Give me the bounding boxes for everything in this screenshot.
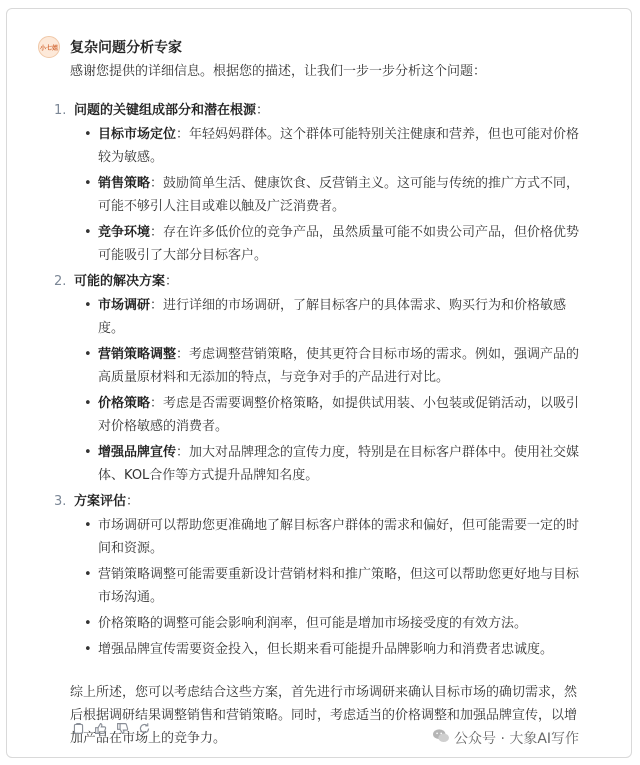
watermark-text: 公众号 · 大象AI写作: [454, 731, 580, 747]
item-label: 销售策略: [98, 176, 151, 191]
list-item: [90, 123, 582, 169]
item-label: 价格策略: [98, 396, 151, 411]
section-items: [74, 514, 582, 661]
section-suffix: ：: [256, 103, 270, 118]
item-text: ：年轻妈妈群体。这个群体可能特别关注健康和营养，但也可能对价格较为敏感。: [98, 127, 580, 165]
thumbs-down-icon[interactable]: [114, 720, 130, 736]
wechat-icon: [432, 728, 450, 748]
section: [54, 270, 582, 487]
item-label: 竞争环境: [98, 225, 151, 240]
section-number: 1.: [54, 103, 67, 118]
list-item: [90, 441, 582, 487]
item-label: 市场调研: [98, 298, 151, 313]
item-text: ：考虑是否需要调整价格策略，如提供试用装、小包装或促销活动，以吸引对价格敏感的消费者。: [98, 396, 580, 434]
list-item: [90, 638, 582, 661]
thumbs-up-icon[interactable]: [92, 720, 108, 736]
section-items: [74, 123, 582, 267]
section-title: 方案评估: [74, 494, 127, 509]
item-text: ：考虑调整营销策略，使其更符合目标市场的需求。例如，强调产品的高质量原材料和无添加的特点，与竞争对手的产品进行对比。: [98, 347, 580, 385]
section: [54, 99, 582, 267]
message-body: [54, 60, 582, 750]
item-text: 市场调研可以帮助您更准确地了解目标客户群体的需求和偏好，但可能需要一定的时间和资源。: [98, 518, 580, 556]
section-suffix: ：: [165, 274, 179, 289]
analysis-list: [54, 99, 582, 661]
item-label: 营销策略调整: [98, 347, 177, 362]
section-title: 问题的关键组成部分和潜在根源: [74, 103, 257, 118]
list-item: [90, 612, 582, 635]
watermark: [432, 728, 579, 748]
item-text: ：鼓励简单生活、健康饮食、反营销主义。这可能与传统的推广方式不同，可能不够引人注目或难以触及广泛消费者。: [98, 176, 580, 214]
section-title: 可能的解决方案: [74, 274, 166, 289]
copy-icon[interactable]: [70, 720, 86, 736]
item-text: 增强品牌宣传需要资金投入，但长期来看可能提升品牌影响力和消费者忠诚度。: [98, 642, 554, 657]
list-item: [90, 221, 582, 267]
regenerate-icon[interactable]: [136, 720, 152, 736]
section-number: 3.: [54, 494, 67, 509]
avatar: 小七姐: [38, 36, 60, 58]
list-item: [90, 514, 582, 560]
item-text: 营销策略调整可能需要重新设计营销材料和推广策略，但这可以帮助您更好地与目标市场沟通。: [98, 567, 580, 605]
summary-text: 综上所述，您可以考虑结合这些方案，首先进行市场调研来确认目标市场的确切需求，然后根据调研结果调整销售和营销策略。同时，考虑适当的价格调整和加强品牌宣传，以增加产品在市场上的竞争力。: [70, 685, 578, 746]
section-suffix: ：: [126, 494, 140, 509]
section-number: 2.: [54, 274, 67, 289]
item-text: 价格策略的调整可能会影响利润率，但可能是增加市场接受度的有效方法。: [98, 616, 528, 631]
list-item: [90, 343, 582, 389]
list-item: [90, 563, 582, 609]
section: [54, 490, 582, 661]
list-item: [90, 172, 582, 218]
section-items: [74, 294, 582, 487]
list-item: [90, 392, 582, 438]
item-label: 增强品牌宣传: [98, 445, 177, 460]
item-text: ：加大对品牌理念的宣传力度，特别是在目标客户群体中。使用社交媒体、KOL合作等方式提升品牌知名度。: [98, 445, 580, 483]
message-actions: [70, 720, 152, 736]
intro-text: 感谢您提供的详细信息。根据您的描述，让我们一步一步分析这个问题：: [70, 64, 487, 79]
item-text: ：进行详细的市场调研，了解目标客户的具体需求、购买行为和价格敏感度。: [98, 298, 567, 336]
bot-name: 复杂问题分析专家: [70, 40, 182, 56]
item-label: 目标市场定位: [98, 127, 177, 142]
list-item: [90, 294, 582, 340]
item-text: ：存在许多低价位的竞争产品，虽然质量可能不如贵公司产品，但价格优势可能吸引了大部分目标客户。: [98, 225, 580, 263]
